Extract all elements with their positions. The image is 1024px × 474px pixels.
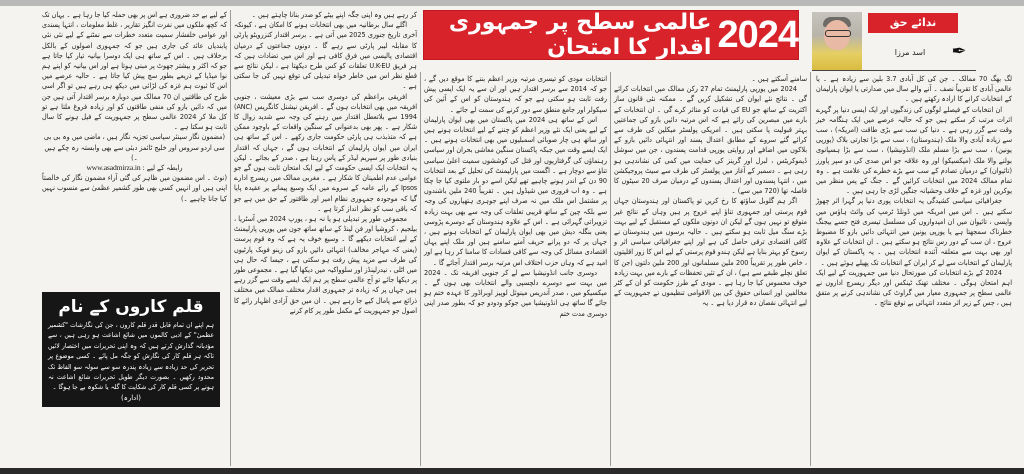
headline-year: 2024 — [717, 13, 798, 56]
bottom-border — [0, 468, 1024, 474]
paragraph: کے لیے بے حد ضروری ہے اس پر بھی حملہ کیا جا رہا ہے ۔ یہاں تک کہ کچھ ملکوں میں نفرت انگیز تقاریر ، غلط معلومات ، انتہا پسندی اور عوامی خلفشار سمیت متعدد خطرات سے نمٹنے کے لیے نئی نئی پابندیاں عائد کی جاری ہیں جو کہ جمہوری اصولوں کے بالکل برخلاف ہیں ۔ اس کے ساتھ ہی ایک دوسرا بیانیہ تیار کیا جاتا ہے جو کہ اکثر و بیشتر جھوٹ پر مبنی ہوتا ہے اور اس بیانیہ کو اپنے ہم نوا میڈیا کے ذریعے بطور سچ پیش کیا جاتا ہے ۔ حالیہ عرصے میں اس کا ثبوت ہم غزہ کی لڑائی میں دیکھ ہی رہے ہیں تو اگر اسی طرح کی طاقتیں ان 70 ممالک میں دوبارہ برسر اقتدار آتی ہیں جن میں کہ دائیں بازو کی منفی طاقتوں کو اور زیادہ فروغ ملتا ہے تو کل ملا کر 2024 عالمی سطح پر جمہوریت کے فیل ہونے کا سال ثابت ہو سکتا ہے ۔ — [41, 10, 227, 132]
paragraph: دوسری جانب انڈونیشیا سے لے کر جنوبی افریقہ تک ۔ 2024 میں بہت سے دوسرے دلچسپی والے انتخابات بھی ہوں گے ۔ میکسیکو میں ، صدر آندریس مینوئل لوپیز اوبراڈور کا عہدہ ختم ہو جائے گا ساتھ ہی انڈونیشیا میں جوکو ودودو جو کہ بطور صدر اپنی دوسری مدت ختم — [424, 267, 607, 318]
column-rule — [810, 72, 811, 466]
column-rule — [230, 10, 231, 466]
paragraph: انتخابات مودی کو تیسری مرتبہ وزیر اعظم بننے کا موقع دیں گے ، جو کہ 2014 سے برسر اقتدار ہیں اور ان سے یہ ایک ایسی پیش رفت ثابت ہو سکتی ہے جو کہ ہندوستان کو اس کے آئین کی سیکولر اور جامع منطق سے دور کرنے کی سمت لے جائے ۔ — [424, 74, 607, 114]
paragraph: لگ بھگ 70 ممالک ۔ جن کی کل آبادی 3.7 بلین سے زیادہ ہے ۔ یا عالمی آبادی کا تقریباً نصف ۔ آنے والے سال میں صدارتی یا ایوان پارلیمان کے انتخابات کرانے کا ارادہ رکھتے ہیں ۔ — [816, 74, 1012, 104]
paragraph: اس کے ساتھ ہی 2024 میں پاکستان میں بھی ایوان پارلیمان کے لیے یعنی ایک نئے وزیر اعظم کو چننے کے لیے انتخابات ہونے ہیں اور ساتھ ہی چار صوبائی اسمبلیوں میں بھی انتخابات ہونے ہیں ۔ ایک ایسے وقت میں جبکہ پاکستان سنگین معاشی بحران اور سیاسی رہنماؤں کی گرفتاریوں اور قتل کی کوششوں سمیت اعلیٰ سیاسی تناؤ سے دوچار ہے ۔ اگست میں پارلیمنٹ کی تحلیل کے بعد انتخابات 90 دن کے اندر ہونے چاہیے تھے لیکن اسے دو بار ملتوی کیا جا چکا ہے ۔ وہ اب فروری میں شیڈول ہیں ۔ تقریباً 240 ملین باشندوں پر مشتمل اس ملک میں نہ صرف اپنے جوہری ہتھیاروں کی وجہ سے بلکہ چین کے ساتھ قریبی تعلقات کی وجہ سے بھی بہت زیادہ تزویراتی گہرائی ہے ۔ اس کے علاوہ ہندوستان کے دوسرے پڑوسی یعنی بنگلہ دیش میں بھی ایوان پارلیمان کے انتخابات ہونے ہیں ، جہاں پر کہ دو پرانے حریف آمنے سامنے ہیں اور ملک اپنے یہاں اقتصادی مسائل کی وجہ سے کافی فسادات کا سامنا کر رہا ہے اور امید ہے کہ وہاں حزب اختلاف اس مرتبہ برسر اقتدار آجائے گا ۔ — [424, 114, 607, 267]
paragraph: اگر ہم گلوبل ساؤتھ کا رخ کریں تو پاکستان اور ہندوستان جہاں قوم پرستی اور جمہوری تناؤ اپنے عروج پر ہیں وہاں کے نتائج غیر متوقع تو نہیں ہوں گے لیکن ان دونوں ملکوں کے مستقبل کے لیے بہت بڑے سنگ میل ثابت ہو سکتے ہیں ۔ حالیہ برسوں میں ہندوستان نے کافی اقتصادی ترقی حاصل کی ہے اور اپنے جغرافیائی سیاسی اثر و رسوخ کو بہتر بنایا ہے لیکن ہندو قوم پرستی کے لیے اس کا زور اقلیتوں ، خاص طور پر تقریباً 200 ملین مسلمانوں اور 200 ملین دلتوں (جن کا تعلق نچلے طبقے سے ہے) ، ان کے تئیں تحفظات کے بارے میں بہت زیادہ خوف محسوس کیا جا رہا ہے ۔ مودی کے طرز حکومت کو ان کے کٹر مخالفین اور انسانی حقوق کی بین الاقوامی تنظیموں نے جمہوریت کے لیے انتہائی نقصان دہ قرار دیا ہے ۔ یہ — [614, 196, 807, 308]
pen-logo-icon: ✒ — [951, 41, 967, 62]
notice-signature: (ادارہ) — [121, 393, 141, 402]
article-column-1 — [816, 74, 1012, 309]
paragraph: مجموعی طور پر تبدیلی ہو یا نہ ہو ، یورپ 2024 میں آسٹریا ، بیلجیم ، کروشیا اور فن لینڈ کے ساتھ ساتھ جون میں یورپی پارلیمنٹ کے لیے انتخابات دیکھے گا ۔ وسیع خوف یہ ہے کہ وہ قوم پرست (یعنی کہ مہاجر مخالف) انتہائی دائیں بازو کی زینو فوبک پارٹیوں کی طرف سے مزید پیش رفت ہو سکتی ہے ، جیسا کہ حال ہی میں اٹلی ، نیدرلینڈز اور سلوواکیہ میں دیکھا گیا ہے ۔ مجموعی طور پر دیکھا جائے تو آج عالمی سطح پر ہم ایک ایسے وقت سے گزر رہے ہیں جہاں پر کہ زیادہ تر جمہوری اقدار مختلف ممالک میں مختلف ذرائع سے پامال کیے جا رہے ہیں ۔ ان میں حق آزادی اظہار رائے کا اصول جو جمہوریت کے مکمل طور پر کام کرنے — [234, 214, 417, 315]
headline-title: عالمی سطح پر جمہوری اقدار کا امتحان — [448, 10, 712, 60]
top-border — [0, 0, 1024, 6]
paragraph: 2024 کے بڑے انتخابات کی صورتحال دنیا میں جمہوریت کے لیے ایک اہم امتحان ہوگی ۔ مختلف تھنک ٹینکس اور دیگر ریسرچ اداروں نے عالمی سطح پر جمہوری معیار میں گراوٹ کی نشاندہی کرنے پر متفق ہیں ، جس کے زیر اثر متعدد انتہائی بے توقع نتائج ۔ — [816, 267, 1012, 308]
disclaimer: (نوٹ ۔ اس مضمون میں ظاہر کی گئی آراء مضمون نگار کی خالصتاً اپنی ہیں اور انہیں کسی بھی طور کشمیر عظمیٰ سے منسوب نہیں کیا جانا چاہیے ۔) — [42, 173, 227, 203]
contact-line — [42, 163, 227, 173]
byline-divider — [812, 70, 976, 71]
article-column-4 — [234, 10, 417, 316]
column-rule — [610, 72, 611, 466]
paragraph: افریقی براعظم کی دوسری سب سے بڑی معیشت ، جنوبی افریقہ میں بھی انتخابات ہوں گے ۔ افریقن نیشنل کانگریس (ANC) 1994 سے بلاتعطل اقتدار میں رہنے کی وجہ سے شدید زوال کا شکار ہے ۔ پھر بھی بدعنوانی کے سنگین واقعات کے باوجود ممکن ہے کہ متذبذب ہی پارٹی حکومت جاری رکھے ۔ اس کے ساتھ ہی ایران میں ایوان پارلیمان کے انتخابات ہوں گے ، جہاں کہ اقتدار بنیادی طور پر سپریم لیڈر کے پاس رہتا ہے ، صدر کے بجائے ۔ لیکن یہ انتخابات ایک ایسی حکومت کے لیے ایک امتحان ثابت ہوں گے جو عوامی عدم اطمینان کا شکار ہے ۔ مغربی ممالک میں ریسرچ ادارے Ipsos کے رائے عامہ کے سروے میں ایک وسیع پیمانے پر عقیدہ پایا گیا کہ موجودہ جمہوری نظام امیر اور طاقتور کے حق میں ہے جو کہ باقی سب کو نظر انداز کرتا ہے ۔ — [234, 91, 417, 213]
paragraph: سامنے آسکتے ہیں ۔ — [751, 74, 807, 83]
author-name: اسد مرزا — [894, 48, 926, 57]
notice-box — [42, 292, 220, 407]
notice-title: قلم کاروں کے نام — [58, 297, 204, 317]
paragraph: کر رہے ہیں وہ اپنی جگہ اپنے بیٹے کو صدر بنانا چاہتے ہیں ۔ — [251, 10, 417, 19]
author-note: (مضمون نگار سینئر سیاسی تجزیہ نگار ہیں ، ماضی میں وہ بی بی سی اردو سروس اور خلیج ٹائمز دبئی سے بھی وابستہ رہ چکے ہیں ۔) — [43, 132, 226, 162]
headline-banner — [424, 11, 798, 59]
contact-label: رابطہ کے لیے : — [142, 163, 183, 173]
article-column-3 — [424, 74, 607, 319]
article-column-5 — [42, 10, 227, 204]
paragraph: ان انتخابات کے فیصلے لوگوں کی زندگیوں اور ایک ایسی دنیا پر گہرے اثرات مرتب کر سکتے ہیں جو کہ حالیہ عرصے میں ایک ہنگامہ خیز وقت سے گزر رہی ہے ۔ دنیا کی سب سے بڑی طاقت (امریکہ) ، سب سے زیادہ آبادی والا ملک (ہندوستان) ، سب سے بڑا تجارتی بلاک (یورپی یونین) ، سب سے بڑا مسلم ملک (انڈونیشیا) ، سب سے بڑا ہسپانوی بولنے والا ملک (میکسیکو) اور وہ علاقہ جو اس صدی کی دو سپر پاورز (تائیوان) کے درمیان تصادم کے سب سے بڑے خطرے کی علامت ہے ۔ وہ تمام ممالک 2024 میں انتخابات کرائیں گے ۔ جنگ کے پس منظر میں یوکرین اور غزہ کے خلاف وحشیانہ جنگیں لڑی جا رہی ہیں ۔ — [816, 104, 1012, 196]
website-link[interactable]: www.asadmirza.in — [86, 163, 141, 173]
article-column-2 — [614, 74, 807, 309]
paragraph: اگلے سال برطانیہ میں بھی انتخابات ہونے کا امکان ہے ، کیونکہ آخری تاریخ جنوری 2025 میں آتی ہے ۔ برسر اقتدار کنزرویٹو پارٹی کا مقابلہ لیبر پارٹی سے رہے گا ۔ دونوں جماعتوں کے درمیان اقتصادی پالیسی میں فرق کافی ہے اور اس میں تضادات ہیں کہ ہر فریق U.K-EU تعلقات کو کس طرح دیکھتا ہے ، لیکن نتائج سے قطع نظر اس میں خاطر خواہ تبدیلی کی توقع نہیں کی جا سکتی ہے ۔ — [234, 20, 418, 91]
column-name-tag: ندائے حق — [868, 13, 958, 33]
photo-glasses — [825, 30, 851, 37]
notice-body: ہم اپنے ان تمام قابل قدر قلم کاروں ، جن کی نگارشات "کشمیر عظمیٰ" کے ادبی کالموں میں شائع اشاعت ہو رہی ہیں ، سے مؤدبانہ گذارش کرتے ہیں کہ وہ اپنی تحریرات میں اختصار لائیں تاکہ ہر قلم کار کی نگارش کو جگہ مل پائے ۔ کسی موضوع پر تحریر کی حد زیادہ سے زیادہ پندرہ سو سے سولہ سو الفاظ تک محدود رکھیں ۔ بصورت دیگر طویل تحریرات شائع اشاعت نہ ہونے پر کسی قلم کار کی شکایت کا گلہ یا شکوہ بے جا ہوگا ۔ — [48, 321, 214, 392]
column-rule — [420, 72, 421, 466]
paragraph: جغرافیائی سیاسی کشیدگی یہ انتخابات پوری دنیا پر گہرا اثر چھوڑ سکتے ہیں ۔ اس میں امریکہ میں ڈونلڈ ٹرمپ کی وائٹ ہاؤس میں واپسی ، تائیوان میں ان امیدواروں کی مسلسل تیسری فتح جسے بیجنگ خطرناک سمجھتا ہے یا یورپی یونین میں انتہائی دائیں بازو کا مضبوط عروج ، ان سب کے دور رس نتائج ہو سکتے ہیں ۔ ان انتخابات کے علاوہ اور بھی بہت سے متعلقہ آئندہ انتخابات ہیں ۔ یہ پاکستان کے ایوان پارلیمان کے انتخابات سے لے کر ایران کے انتخابات تک پھیلے ہوئے ہیں ۔ — [816, 196, 1012, 267]
paragraph: 2024 میں یورپی پارلیمنٹ تمام 27 رکن ممالک میں انتخابات کرائے گی ۔ نتائج نئے ایوان کی تشکیل کریں گے ۔ ممکنہ نئی قانون ساز اکثریت کے ساتھ جو EU کی قیادت کو متاثر کرے گی ۔ ان انتخابات کے بارے میں مبصرین کی رائے ہے کہ اس مرتبہ دائیں بازو کی جماعتیں بہتر قبولیت پا سکتی ہیں ۔ امریکی پولسٹر میکلین کی طرف سے کرائے گئے سروے کے مطابق اعتدال پسند اور انتہائی دائیں بازو کے بلاکوں میں اضافے اور روایتی یورپی قدامت پسندوں ، جن میں سوشل ڈیموکریٹس ، لبرل اور گرینز کی حمایت میں کمی کی نشاندہی ہو رہی ہے ۔ دسمبر کے آغاز میں پولسٹر کی طرف سے سیٹ پروجیکشن میں ، انتہا پسندوں اور اعتدال پسندوں کے درمیان صرف 20 سیٹوں کا فاصلہ تھا (720 میں سے) ۔ — [614, 84, 807, 196]
author-photo — [812, 12, 862, 70]
